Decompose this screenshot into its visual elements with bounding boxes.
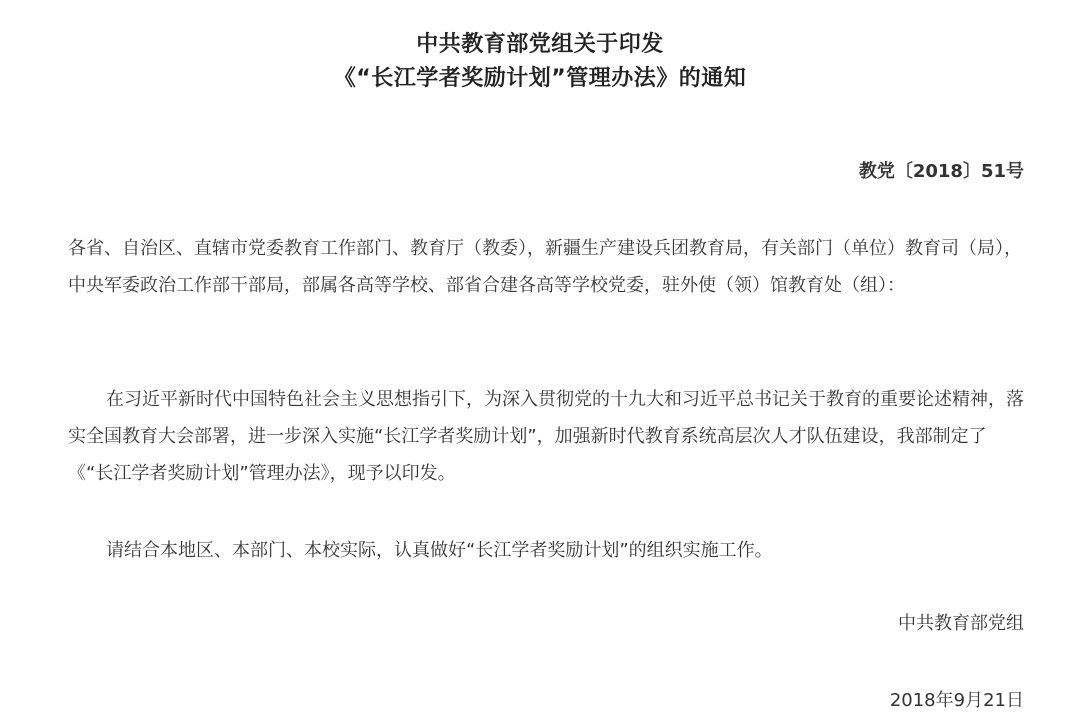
recipients: 各省、自治区、直辖市党委教育工作部门、教育厅（教委），新疆生产建设兵团教育局，有关部门（单位）教育司（局），中央军委政治工作部干部局，部属各高等学校、部省合建各高等学校党委，驻外使（领）馆教育处（组）： (68, 238, 1022, 296)
body-paragraph-1-text: 在习近平新时代中国特色社会主义思想指引下，为深入贯彻党的十九大和习近平总书记关于教育的重要论述精神，落实全国教育大会部署，进一步深入实施“长江学者奖励计划”，加强新时代教育系统高层次人才队伍建设，我部制定了《“长江学者奖励计划”管理办法》，现予以印发。 (68, 389, 1024, 484)
body-paragraph-1 (68, 381, 1026, 492)
signature-issuer: 中共教育部党组 (898, 613, 1024, 634)
body-paragraph-2 (68, 532, 1026, 569)
document-title-line-2: 《“长江学者奖励计划”管理办法》的通知 (333, 66, 747, 91)
document-title-line-1: 中共教育部党组关于印发 (416, 32, 664, 57)
document-number: 教党〔2018〕51号 (858, 161, 1024, 182)
signature-date: 2018年9月21日 (889, 690, 1024, 711)
body-paragraph-2-text: 请结合本地区、本部门、本校实际，认真做好“长江学者奖励计划”的组织实施工作。 (106, 540, 773, 561)
